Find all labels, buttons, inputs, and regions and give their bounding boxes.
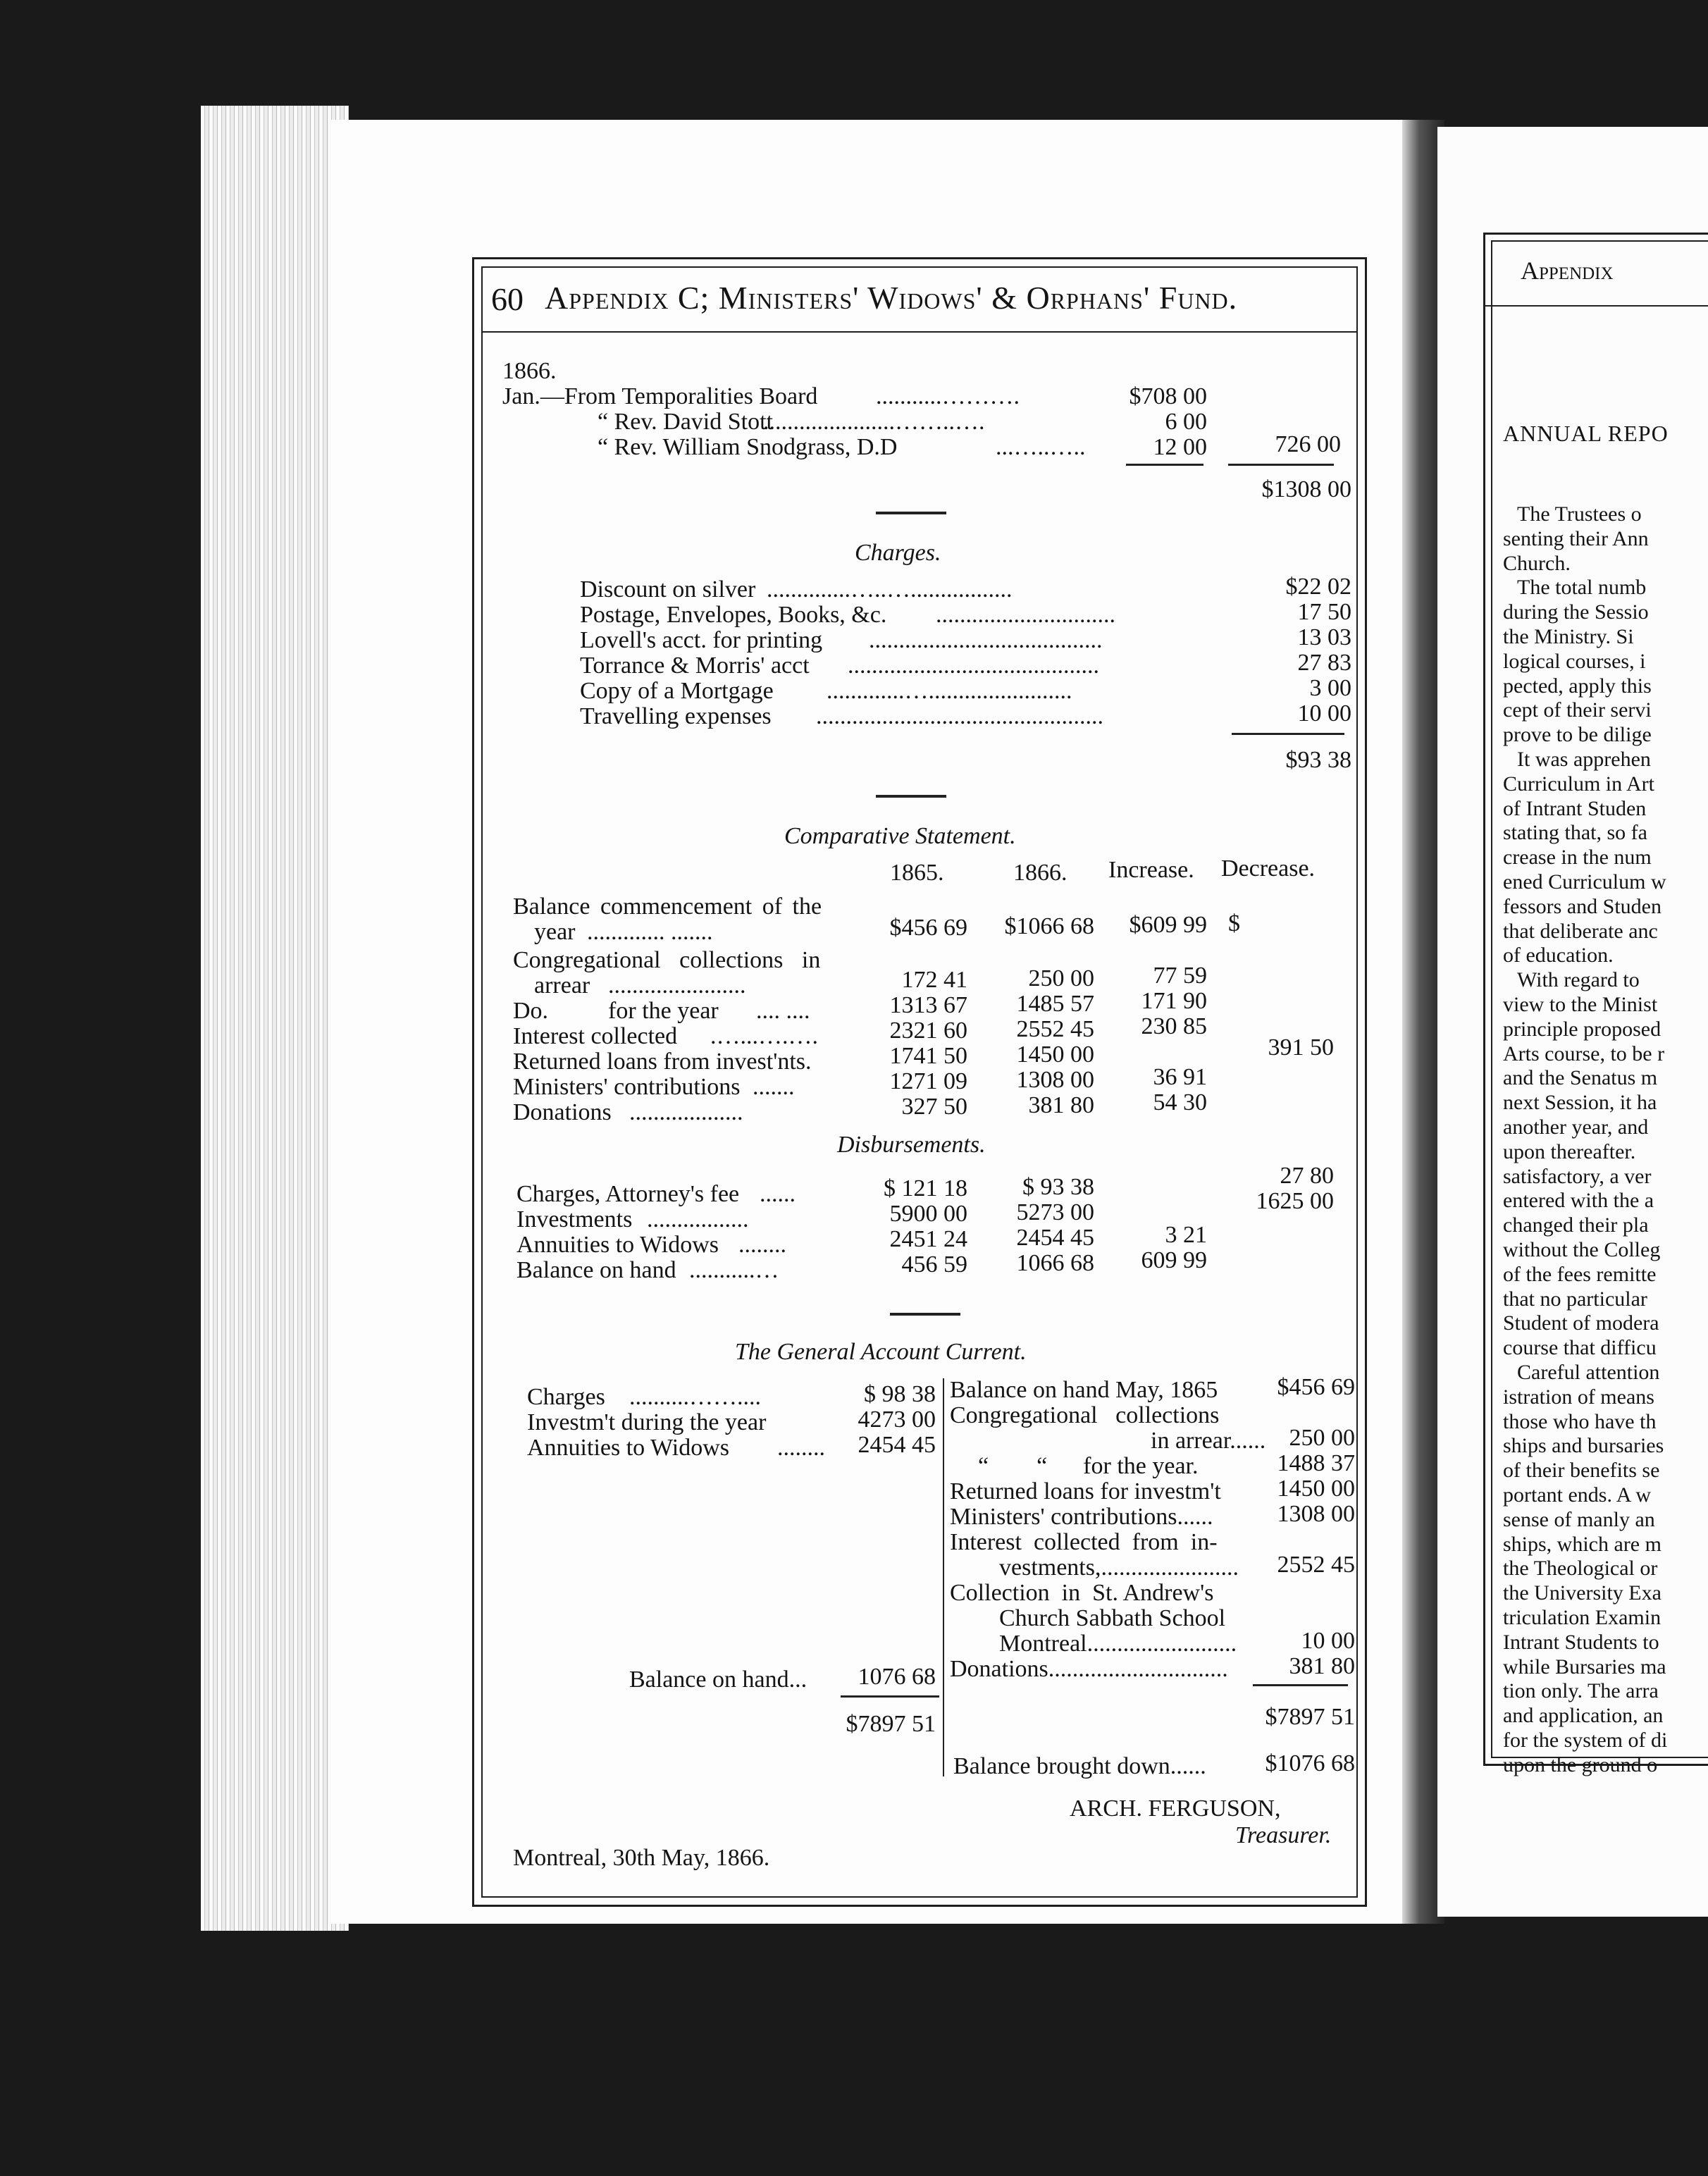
credit-amount: 381 80 [1289, 1653, 1355, 1679]
receipt-label: “ Rev. William Snodgrass, D.D [598, 434, 898, 460]
charge-label: Torrance & Morris' acct [580, 653, 810, 679]
charge-label: Discount on silver [580, 576, 756, 602]
value-1865: 2451 24 [889, 1226, 967, 1252]
disbursement-label: Investments [516, 1206, 633, 1232]
comparative-row-label: year [534, 919, 576, 945]
charge-label: Lovell's acct. for printing [580, 627, 823, 653]
value-decrease: 1625 00 [1256, 1188, 1334, 1214]
dots: .…...….…. [710, 1023, 818, 1049]
right-page-line: stating that, so fa [1503, 821, 1647, 844]
dots: ................... [629, 1099, 743, 1125]
right-page-line: that no particular [1503, 1287, 1647, 1311]
dots: ....... [753, 1074, 795, 1100]
right-page-line: logical courses, i [1503, 650, 1646, 673]
receipt-amount: $708 00 [1129, 383, 1207, 409]
right-page-line: Arts course, to be r [1503, 1042, 1665, 1065]
value-1865: 5900 00 [889, 1201, 967, 1227]
right-page-line: crease in the num [1503, 846, 1652, 869]
dots: ........ [777, 1435, 825, 1461]
right-page-line: Student of modera [1503, 1311, 1659, 1335]
column-header: Decrease. [1221, 855, 1316, 882]
value-1866: 2552 45 [1016, 1016, 1094, 1042]
debit-amount: $ 98 38 [864, 1381, 936, 1407]
receipt-label: “ Rev. David Stott [598, 409, 773, 435]
value-1866: 1485 57 [1016, 991, 1094, 1017]
value-increase: 230 85 [1141, 1013, 1207, 1039]
right-page-header: Appendix [1521, 256, 1614, 285]
debit-label: Annuities to Widows [527, 1435, 730, 1461]
rule [1485, 305, 1708, 307]
right-page-line: With regard to [1517, 968, 1640, 991]
right-page-line: triculation Examin [1503, 1606, 1661, 1629]
value-1865: 1313 67 [889, 992, 967, 1018]
charge-dots: .............................. [936, 602, 1115, 628]
dots: ....................... [608, 972, 746, 999]
credit-label: Church Sabbath School [999, 1605, 1226, 1631]
right-page-line: Curriculum in Art [1503, 772, 1654, 796]
page-header [483, 268, 1356, 333]
value-1866: $ 93 38 [1022, 1174, 1094, 1200]
charge-dots: ................................................ [816, 703, 1103, 729]
right-page-line: It was apprehen [1517, 748, 1651, 771]
dots: ...........… [689, 1257, 779, 1283]
right-page-line: changed their pla [1503, 1213, 1649, 1237]
right-page-line: while Bursaries ma [1503, 1655, 1666, 1679]
debit-amount: 2454 45 [858, 1432, 936, 1458]
right-page-line: the Theological or [1503, 1557, 1658, 1580]
value-1866: $1066 68 [1004, 913, 1094, 939]
right-page-line: of education. [1503, 944, 1614, 967]
value-1865: 2321 60 [889, 1018, 967, 1044]
value-increase: 54 30 [1153, 1089, 1207, 1115]
right-page-line: view to the Minist [1503, 993, 1658, 1016]
value-1866: 5273 00 [1016, 1199, 1094, 1225]
value-decrease: 391 50 [1268, 1034, 1334, 1061]
credit-label: “ “ for the year. [978, 1453, 1199, 1479]
comparative-row-label: Donations [513, 1099, 612, 1125]
debit-total: $7897 51 [846, 1711, 936, 1737]
page-frame [472, 257, 1367, 1907]
right-page-line: entered with the a [1503, 1189, 1654, 1212]
right-page-line: principle proposed [1503, 1018, 1661, 1041]
debit-label: Investm't during the year [527, 1409, 767, 1435]
credit-amount: 10 00 [1301, 1628, 1355, 1654]
dots: ................. [647, 1206, 749, 1232]
value-1866: 1450 00 [1016, 1041, 1094, 1068]
charge-label: Copy of a Mortgage [580, 678, 774, 704]
credit-label: Balance on hand May, 1865 [950, 1377, 1218, 1403]
right-page-line: during the Sessio [1503, 600, 1649, 624]
right-page-line: fessors and Studen [1503, 895, 1661, 918]
comparative-row-label: Interest collected [513, 1023, 678, 1049]
credit-label: Donations.............................. [950, 1656, 1228, 1682]
credit-label: Ministers' contributions...... [950, 1504, 1213, 1530]
credit-label: in arrear...... [1151, 1428, 1266, 1454]
charge-amount: 10 00 [1297, 700, 1351, 727]
disbursements-heading: Disbursements. [837, 1132, 986, 1158]
value-1866: 381 80 [1028, 1092, 1094, 1118]
dots: .... .... [756, 998, 810, 1024]
right-page-line: sense of manly an [1503, 1508, 1655, 1531]
receipt-amount: 6 00 [1165, 409, 1207, 435]
disbursement-label: Balance on hand [516, 1257, 676, 1283]
charge-amount: 13 03 [1297, 624, 1351, 650]
receipt-label: Jan.—From Temporalities Board [502, 383, 818, 409]
debit-balance: 1076 68 [858, 1664, 936, 1690]
charge-amount: $22 02 [1285, 574, 1351, 600]
page-title: Appendix C; Ministers' Widows' & Orphans' Fund. [545, 280, 1238, 316]
treasurer-name: ARCH. FERGUSON, [1070, 1795, 1281, 1822]
place-date: Montreal, 30th May, 1866. [513, 1845, 770, 1871]
receipt-dots: ...........………. [876, 383, 1020, 409]
credit-label: Returned loans for investm't [950, 1478, 1221, 1504]
section-divider [890, 1313, 960, 1316]
credit-label: Montreal......................... [999, 1631, 1237, 1657]
value-1865: 1271 09 [889, 1068, 967, 1094]
receipt-amount: 12 00 [1153, 434, 1207, 460]
rule [1253, 1684, 1348, 1686]
charge-dots: ..............…..…................. [767, 576, 1013, 602]
right-page-line: of the fees remitte [1503, 1263, 1657, 1286]
right-page-line: istration of means [1503, 1385, 1654, 1409]
right-page-line: Careful attention [1517, 1361, 1660, 1384]
comparative-row-label: Ministers' contributions [513, 1074, 741, 1100]
value-1866: 250 00 [1028, 965, 1094, 991]
account-divider [943, 1378, 944, 1776]
receipts-grand-total: $1308 00 [1261, 476, 1351, 502]
charge-dots: .............…........................ [827, 678, 1072, 704]
right-page-line: The Trustees o [1517, 502, 1642, 526]
balance-brought-down: $1076 68 [1265, 1750, 1355, 1776]
right-page-line: another year, and [1503, 1115, 1649, 1139]
value-1865: $456 69 [889, 915, 967, 941]
right-page-line: prove to be dilige [1503, 723, 1652, 746]
right-page-line: ships and bursaries [1503, 1434, 1664, 1457]
right-section-title: ANNUAL REPO [1503, 421, 1669, 446]
value-increase: 77 59 [1153, 963, 1207, 989]
credit-amount: $456 69 [1277, 1374, 1355, 1400]
dots: ........ [738, 1232, 786, 1258]
value-1865: 456 59 [901, 1251, 967, 1278]
right-page-line: Church. [1503, 552, 1571, 575]
right-page-line: satisfactory, a ver [1503, 1165, 1652, 1188]
right-page-line: without the Colleg [1503, 1238, 1661, 1261]
credit-total: $7897 51 [1265, 1704, 1355, 1730]
comparative-row-label: Returned loans from invest'nts. [513, 1049, 812, 1075]
dots: ............. ....... [587, 919, 713, 945]
value-increase: 609 99 [1141, 1247, 1207, 1273]
value-increase: 171 90 [1141, 988, 1207, 1014]
charges-heading: Charges. [855, 540, 941, 566]
charges-total: $93 38 [1285, 747, 1351, 773]
right-page-line: of their benefits se [1503, 1459, 1660, 1482]
credit-label: Interest collected from in- [950, 1529, 1218, 1555]
right-page-frame [1483, 233, 1708, 1776]
right-page-line: and the Senatus m [1503, 1066, 1658, 1089]
right-page-line: for the system of di [1503, 1729, 1668, 1752]
right-page-line: those who have th [1503, 1410, 1657, 1433]
column-header: 1866. [1013, 860, 1068, 886]
comparative-heading: Comparative Statement. [784, 823, 1016, 849]
value-decrease: 27 80 [1280, 1163, 1334, 1189]
right-page-line: Intrant Students to [1503, 1631, 1659, 1654]
credit-amount: 1308 00 [1277, 1501, 1355, 1527]
comparative-row-label: arrear [534, 972, 590, 999]
debit-balance-label: Balance on hand... [629, 1667, 807, 1693]
charge-dots: .......................................... [848, 653, 1099, 679]
right-page-line: cept of their servi [1503, 698, 1652, 722]
right-page-line: upon the ground o [1503, 1753, 1658, 1776]
treasurer-role: Treasurer. [1235, 1822, 1332, 1848]
section-divider [876, 512, 946, 514]
charge-amount: 17 50 [1297, 599, 1351, 625]
rule [1228, 464, 1334, 466]
right-page-line: ships, which are m [1503, 1533, 1661, 1556]
right-page-line: ened Curriculum w [1503, 870, 1666, 894]
value-increase: 36 91 [1153, 1064, 1207, 1090]
value-1865: 327 50 [901, 1094, 967, 1120]
rule [1232, 733, 1344, 735]
right-page-line: course that difficu [1503, 1336, 1657, 1359]
right-page-line: portant ends. A w [1503, 1483, 1651, 1507]
right-page-line: pected, apply this [1503, 674, 1652, 698]
book-page-edges [201, 106, 349, 1931]
charge-label: Travelling expenses [580, 703, 772, 729]
right-page-line: of Intrant Studen [1503, 797, 1647, 820]
right-page-line: next Session, it ha [1503, 1091, 1657, 1114]
right-page [1437, 127, 1708, 1917]
column-header: 1865. [890, 860, 944, 886]
rule [1126, 464, 1203, 466]
column-header: Increase. [1108, 857, 1194, 883]
value-1865: 1741 50 [889, 1043, 967, 1069]
dots: ..........…….... [629, 1384, 761, 1410]
value-increase: $609 99 [1129, 912, 1207, 938]
value-decrease: $ [1228, 910, 1240, 936]
right-page-line: upon thereafter. [1503, 1140, 1636, 1163]
receipt-subtotal: 726 00 [1275, 431, 1341, 457]
receipt-dots: ...…..….. [996, 434, 1086, 460]
right-page-line: senting their Ann [1503, 527, 1649, 550]
charge-label: Postage, Envelopes, Books, &c. [580, 602, 887, 628]
right-page-line: tion only. The arra [1503, 1679, 1659, 1702]
credit-amount: 1488 37 [1277, 1450, 1355, 1476]
receipts-year: 1866. [502, 358, 557, 384]
comparative-row-label: Balance commencement of the [513, 894, 822, 920]
right-page-line: the University Exa [1503, 1581, 1661, 1605]
value-1866: 2454 45 [1016, 1225, 1094, 1251]
credit-label: vestments,....................... [999, 1554, 1239, 1581]
value-1865: 172 41 [901, 967, 967, 993]
comparative-row-label: Do. for the year [513, 998, 719, 1024]
credit-amount: 1450 00 [1277, 1476, 1355, 1502]
section-divider [876, 795, 946, 798]
page-number: 60 [491, 281, 524, 317]
value-1866: 1308 00 [1016, 1067, 1094, 1093]
account-heading: The General Account Current. [735, 1339, 1027, 1365]
debit-amount: 4273 00 [858, 1407, 936, 1433]
value-1866: 1066 68 [1016, 1250, 1094, 1276]
credit-amount: 250 00 [1289, 1425, 1355, 1451]
credit-amount: 2552 45 [1277, 1552, 1355, 1578]
rule [841, 1695, 939, 1698]
charge-amount: 3 00 [1309, 675, 1351, 701]
right-page-line: and application, an [1503, 1704, 1664, 1727]
charge-amount: 27 83 [1297, 650, 1351, 676]
right-page-line: the Ministry. Si [1503, 625, 1634, 648]
credit-label: Collection in St. Andrew's [950, 1580, 1214, 1606]
credit-label: Congregational collections [950, 1402, 1220, 1428]
charge-dots: ....................................... [869, 627, 1103, 653]
value-1865: $ 121 18 [884, 1175, 967, 1201]
value-increase: 3 21 [1165, 1222, 1207, 1248]
disbursement-label: Annuities to Widows [516, 1232, 719, 1258]
receipt-dots: ......................……..…. [763, 409, 985, 435]
debit-label: Charges [527, 1384, 605, 1410]
disbursement-label: Charges, Attorney's fee [516, 1181, 740, 1207]
dots: ...... [760, 1181, 796, 1207]
right-page-line: that deliberate anc [1503, 920, 1658, 943]
balance-brought-down-label: Balance brought down...... [953, 1753, 1206, 1779]
right-page-line: The total numb [1517, 576, 1647, 599]
comparative-row-label: Congregational collections in [513, 947, 821, 973]
